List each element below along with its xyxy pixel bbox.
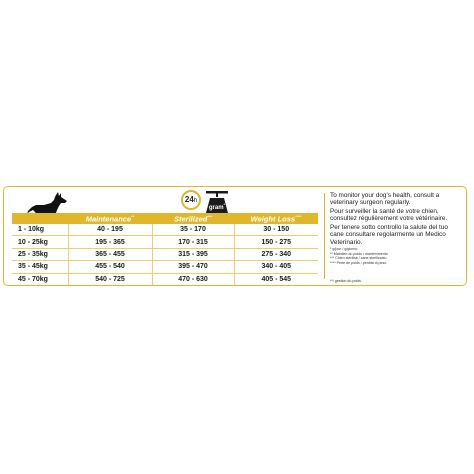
- table-cell: 195 - 365: [68, 236, 152, 248]
- header-weight-loss: Weight Loss****: [234, 213, 318, 224]
- clock-24h-icon: 24h: [181, 190, 201, 210]
- table-cell: 275 - 340: [234, 248, 318, 260]
- table-cell: 150 - 275: [234, 236, 318, 248]
- footnote: **/ gestion du poids: [330, 279, 361, 283]
- table-cell: 315 - 395: [152, 248, 234, 260]
- table-header-row: [12, 213, 318, 224]
- table-cell: 30 - 150: [234, 224, 318, 236]
- table-cell: 365 - 455: [68, 248, 152, 260]
- table-cell: 1 - 10kg: [12, 224, 68, 236]
- table-cell: 540 - 725: [68, 273, 152, 285]
- table-cell: 40 - 195: [68, 224, 152, 236]
- note-french: Pour surveiller la santé de votre chien, consultez régulièrement votre vétérinaire.: [330, 208, 448, 223]
- legend-item: *** Chien stérilisé / cane sterilizzato: [330, 256, 387, 260]
- scale-gram-label: gram*: [208, 202, 226, 211]
- table-row: [12, 261, 318, 273]
- table-row: [12, 273, 318, 285]
- vertical-divider: [324, 193, 325, 279]
- note-italian: Per tenere sotto controllo la salute del tuo cane consultare regolarmente un Medico Veterinario.: [330, 224, 448, 246]
- table-cell: 340 - 405: [234, 261, 318, 273]
- legend-item: **** Perte de poids / perdita di peso: [330, 260, 387, 265]
- table-cell: 45 - 70kg: [18, 275, 48, 283]
- table-cell: 170 - 315: [152, 236, 234, 248]
- table-row: [12, 248, 318, 260]
- legend-item: * g/jour / g/giorno: [330, 247, 358, 251]
- table-row: [12, 236, 318, 248]
- table-cell: 395 - 470: [152, 261, 234, 273]
- table-cell: 455 - 540: [68, 261, 152, 273]
- header-sterilized: Sterilized***: [152, 213, 234, 224]
- table-cell: 470 - 630: [152, 273, 234, 285]
- feeding-guide-panel: [3, 186, 467, 286]
- health-advice-notes: [330, 192, 462, 248]
- table-cell: 25 - 35kg: [12, 248, 68, 260]
- header-maintenance: Maintenance**: [68, 213, 152, 224]
- table-row: [12, 224, 318, 236]
- feeding-table: [12, 213, 318, 285]
- legend-item: ** Maintien du poids / mantenimento: [330, 251, 388, 256]
- table-cell: 35 - 45kg: [12, 261, 68, 273]
- header-weight: [12, 213, 68, 224]
- table-cell: 35 - 170: [152, 224, 234, 236]
- table-cell: 10 - 25kg: [12, 236, 68, 248]
- legend: [330, 247, 462, 265]
- note-english: To monitor your dog's health, consult a veterinary surgeon regularly.: [330, 192, 440, 207]
- table-cell: 405 - 545: [234, 273, 318, 285]
